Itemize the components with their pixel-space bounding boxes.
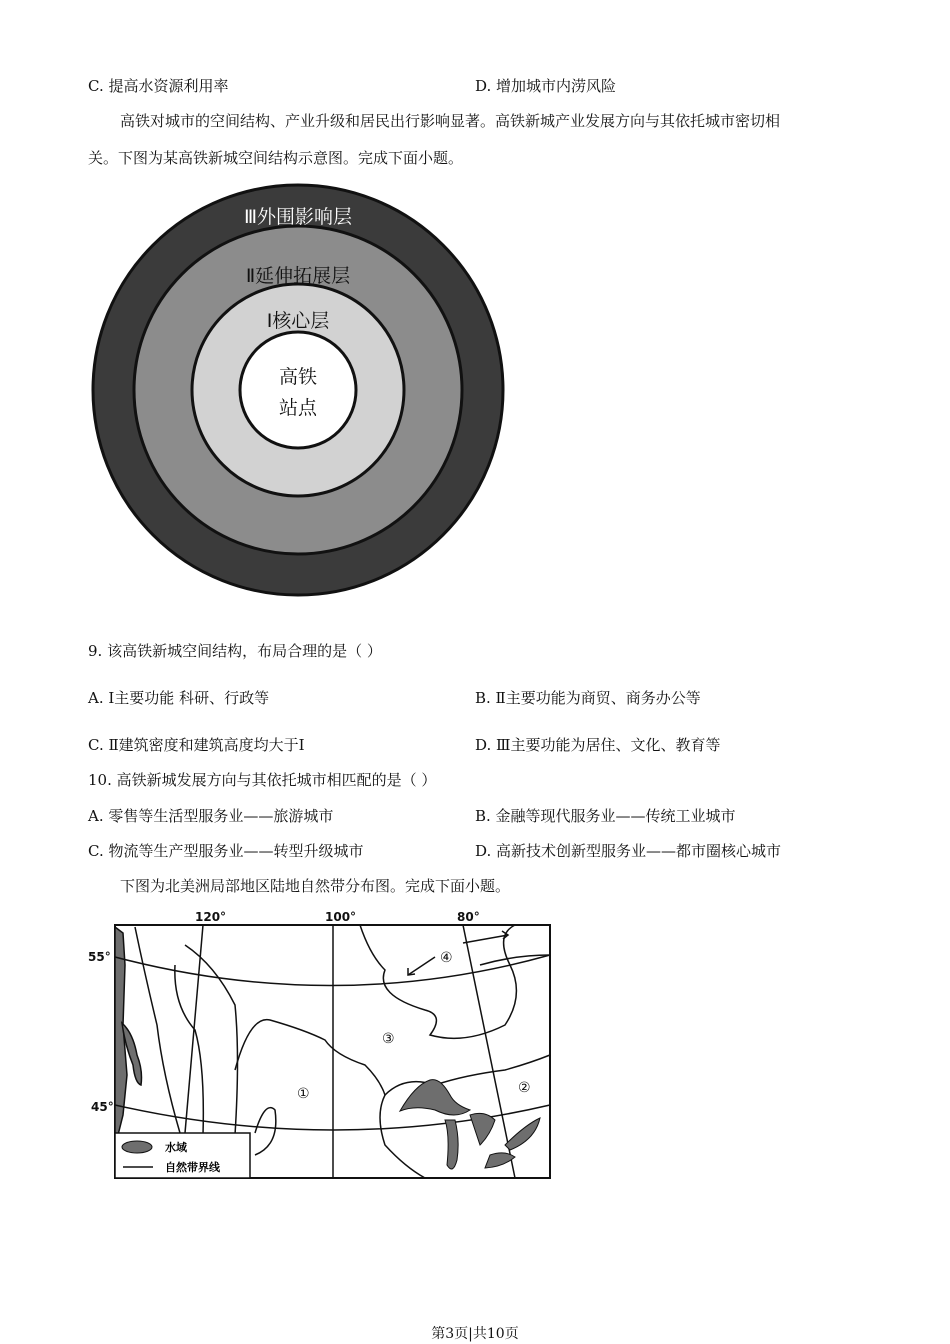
region-1-label: ① [297, 1086, 310, 1102]
q9-option-b: B. Ⅱ主要功能为商贸、商务办公等 [475, 689, 701, 707]
option-d-prev: D. 增加城市内涝风险 [475, 77, 617, 95]
lon-label-80: 80° [457, 910, 480, 924]
water-legend-swatch [122, 1141, 152, 1153]
lon-label-100: 100° [325, 910, 357, 924]
lat-label-55: 55° [88, 950, 111, 964]
legend-boundary-label: 自然带界线 [165, 1161, 220, 1174]
intro-paragraph-line2: 关。下图为某高铁新城空间结构示意图。完成下面小题。 [88, 149, 464, 167]
center-label-line2: 站点 [278, 397, 318, 419]
intro-paragraph-line1: 高铁对城市的空间结构、产业升级和居民出行影响显著。高铁新城产业发展方向与其依托城市密切相 [120, 112, 781, 130]
q10-option-a: A. 零售等生活型服务业——旅游城市 [88, 807, 334, 825]
region-2-label: ② [518, 1080, 531, 1096]
middle-layer-label: Ⅱ延伸拓展层 [245, 265, 351, 287]
region-4-label: ④ [440, 950, 453, 966]
outer-layer-label: Ⅲ外围影响层 [243, 206, 353, 228]
north-america-map [85, 905, 555, 1185]
lat-label-45: 45° [91, 1100, 114, 1114]
q9-option-c: C. Ⅱ建筑密度和建筑高度均大于Ⅰ [88, 736, 305, 754]
q9-option-d: D. Ⅲ主要功能为居住、文化、教育等 [475, 736, 721, 754]
region-3-label: ③ [382, 1031, 395, 1047]
q9-stem: 9. 该高铁新城空间结构，布局合理的是（ ） [88, 642, 382, 660]
inner-layer-label: Ⅰ核心层 [266, 310, 330, 332]
map-legend [115, 1133, 250, 1178]
q10-option-c: C. 物流等生产型服务业——转型升级城市 [88, 842, 364, 860]
center-circle [240, 332, 356, 448]
option-c-prev: C. 提高水资源利用率 [88, 77, 229, 95]
hsr-structure-diagram [88, 180, 508, 600]
legend-water-label: 水域 [165, 1141, 187, 1154]
q10-stem: 10. 高铁新城发展方向与其依托城市相匹配的是（ ） [88, 771, 437, 789]
q9-option-a: A. Ⅰ主要功能 科研、行政等 [88, 689, 270, 707]
q10-option-d: D. 高新技术创新型服务业——都市圈核心城市 [475, 842, 782, 860]
center-label-line1: 高铁 [278, 366, 318, 388]
lon-label-120: 120° [195, 910, 227, 924]
page-footer: 第3页|共10页 [431, 1326, 519, 1342]
intro2-paragraph: 下图为北美洲局部地区陆地自然带分布图。完成下面小题。 [120, 877, 511, 895]
q10-option-b: B. 金融等现代服务业——传统工业城市 [475, 807, 736, 825]
